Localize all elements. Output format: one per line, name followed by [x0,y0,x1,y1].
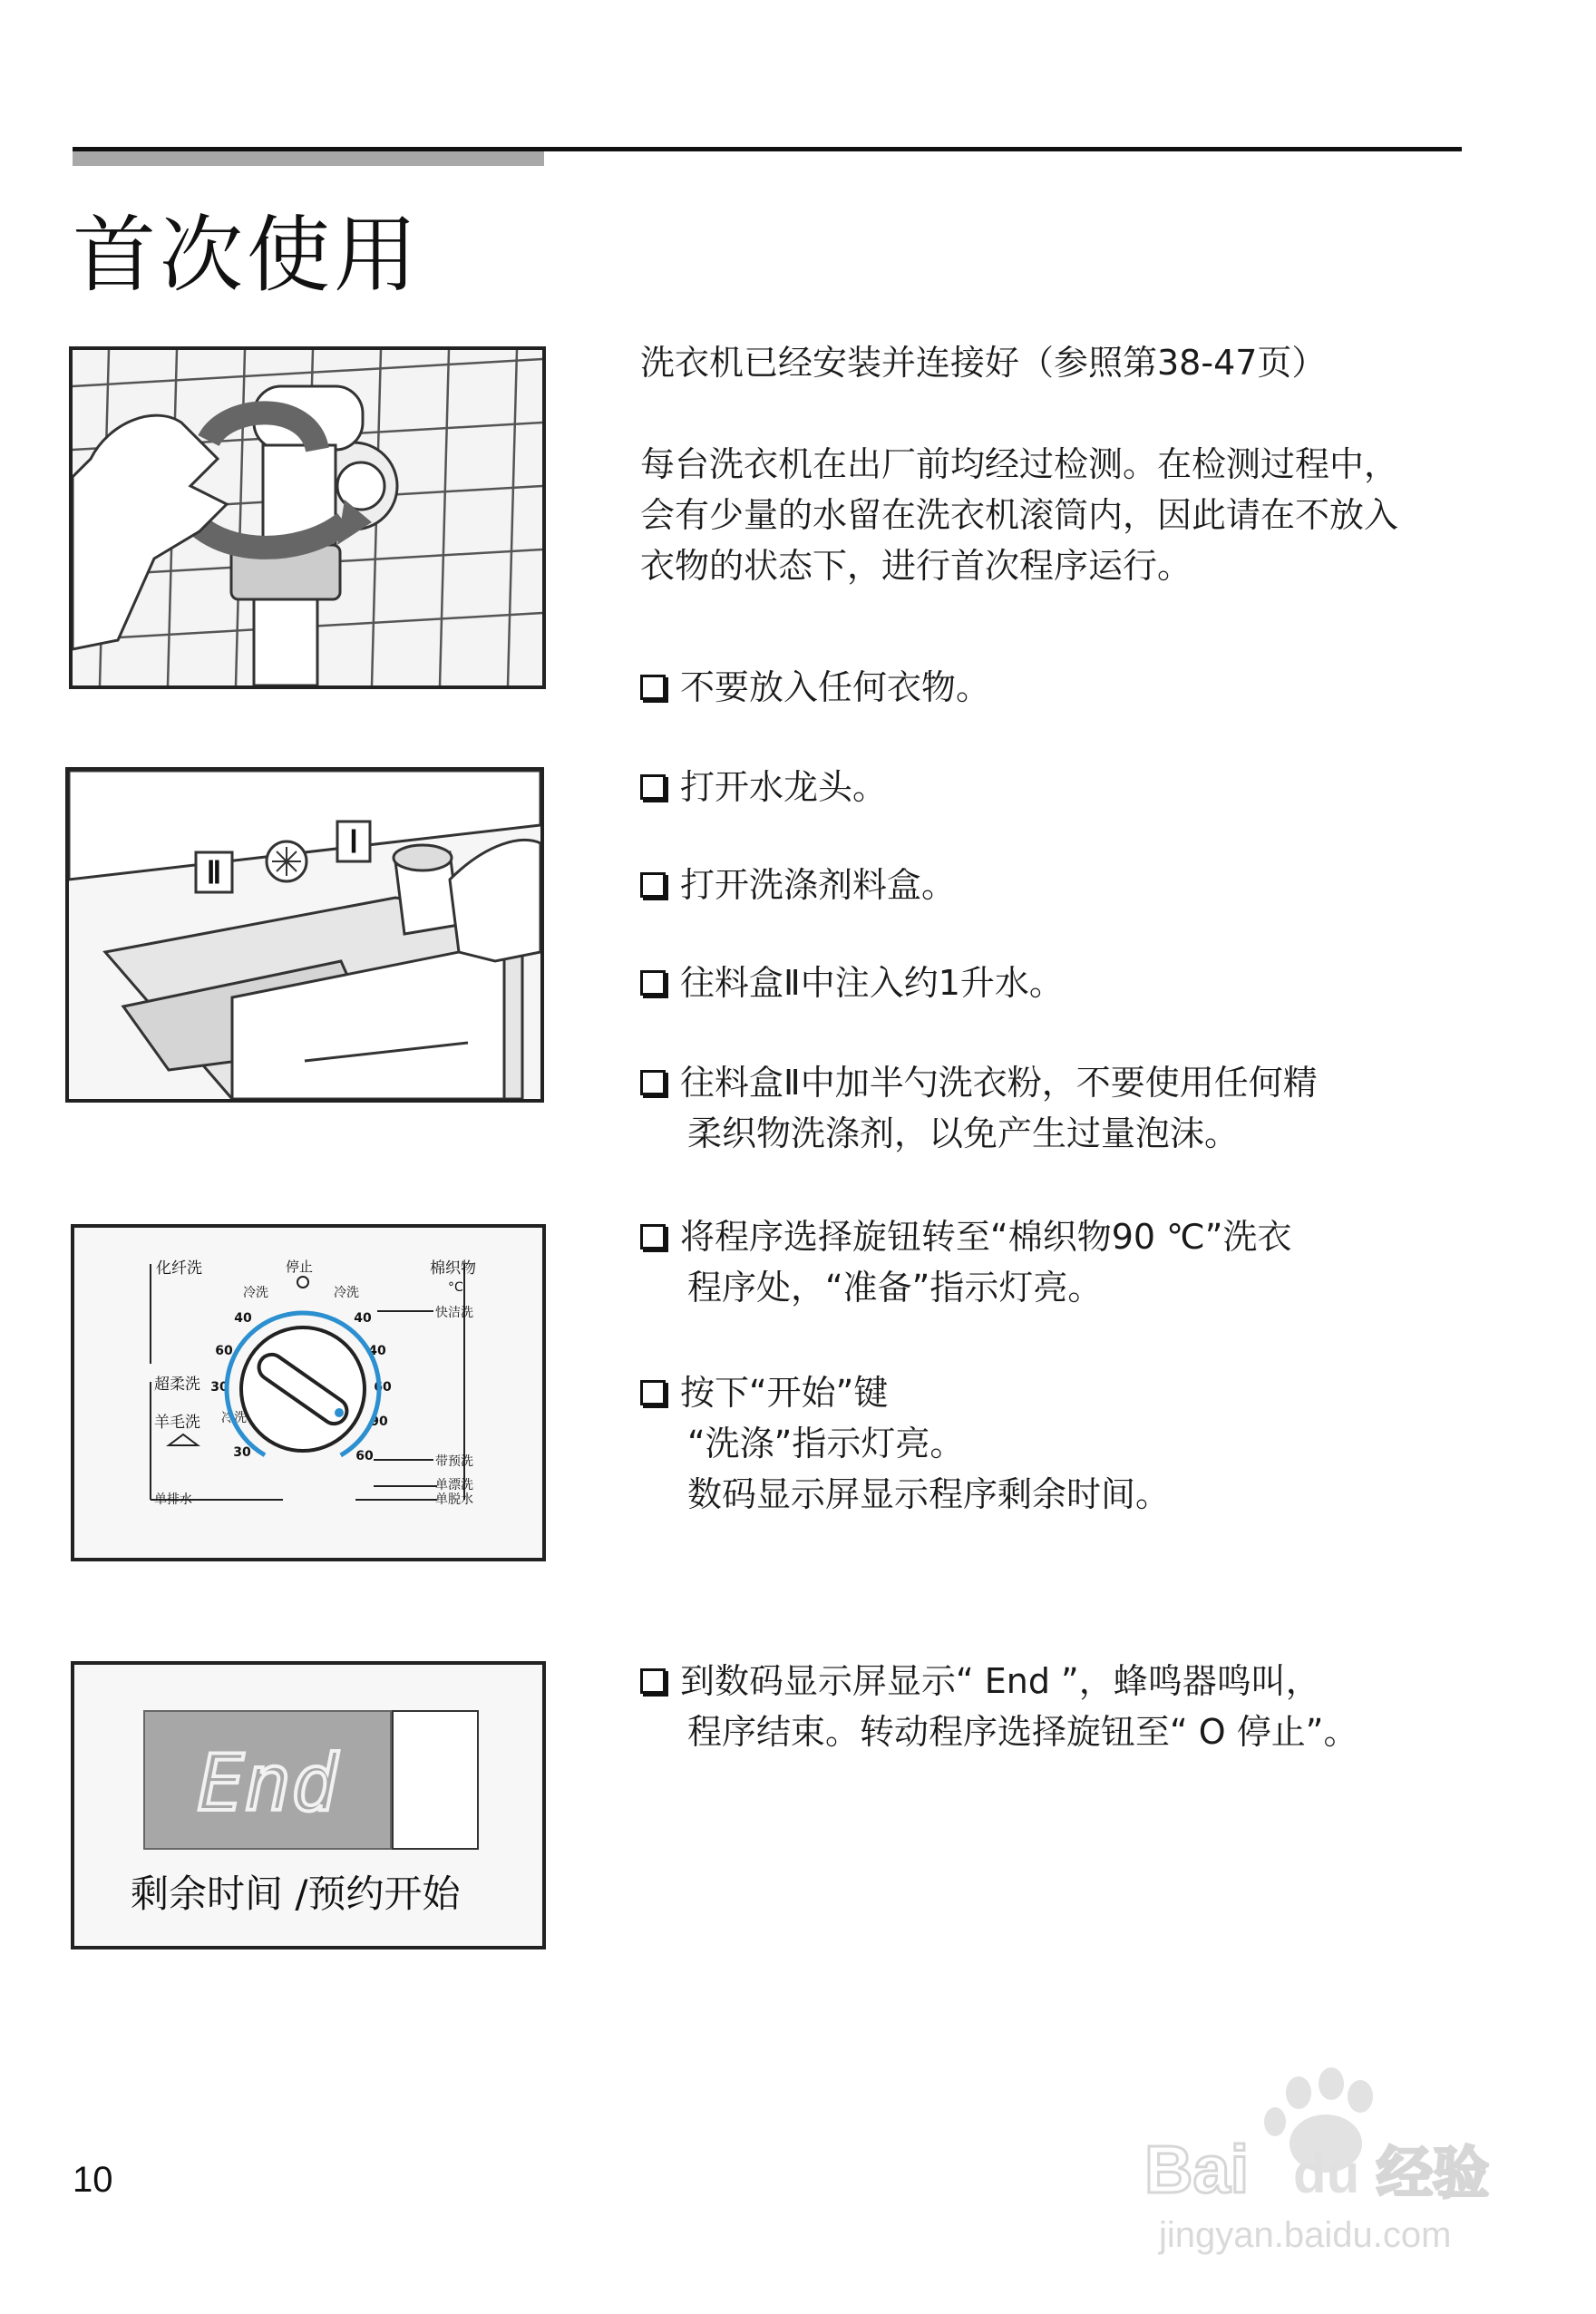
lcd-end-text: End [197,1738,338,1829]
checkbox-icon [640,1224,666,1249]
checkbox-icon [640,1380,666,1405]
step-text: 不要放入任何衣物。 [680,667,991,707]
temp-wool-30: 30 [233,1445,251,1460]
step-2 [640,762,887,812]
checkbox-icon [640,774,666,800]
watermark-du: du [1293,2144,1360,2204]
checkbox-icon [640,872,666,898]
step-8 [640,1656,1358,1757]
checkbox-icon [640,970,666,996]
label-wool: 羊毛洗 [154,1414,200,1432]
watermark-cn: 经验 [1377,2143,1490,2205]
step-text: 往料盒Ⅱ中加半勺洗衣粉，不要使用任何精 [680,1063,1318,1103]
label-cold-wool: 冷洗 [221,1411,247,1425]
checkbox-icon [640,675,666,700]
program-dial-panel [71,1224,546,1561]
watermark-brand: Bai [1144,2132,1250,2207]
compartment-label-2: Ⅱ [206,856,222,890]
step-text: 程序结束。转动程序选择旋钮至“ O 停止”。 [687,1712,1358,1752]
temp-right-40a: 40 [354,1311,372,1326]
compartment-label-1: Ⅰ [348,825,359,860]
label-celsius: °C [448,1280,463,1295]
intro-paragraph [640,439,1398,591]
temp-left-30: 30 [210,1380,229,1395]
lcd-screen [143,1710,392,1850]
step-7 [640,1367,1170,1520]
label-cotton: 棉织物 [430,1259,476,1278]
label-spin: 单脱水 [435,1492,473,1507]
label-stop: 停止 [285,1259,314,1275]
checkbox-icon [640,1668,666,1694]
step-text: “洗涤”指示灯亮。 [687,1424,965,1463]
step-text: 柔织物洗涤剂，以免产生过量泡沫。 [687,1113,1240,1153]
header-rule [73,147,1462,151]
step-text: 按下“开始”键 [680,1373,889,1413]
paragraph-line: 衣物的状态下，进行首次程序运行。 [640,546,1192,586]
detergent-drawer-illustration [65,767,544,1103]
label-quick: 快洁洗 [435,1306,473,1320]
label-drain: 单排水 [154,1492,192,1507]
step-1 [640,662,990,713]
digital-display-panel [71,1661,546,1949]
step-text: 数码显示屏显示程序剩余时间。 [687,1474,1171,1514]
label-rinse: 单漂洗 [435,1478,473,1492]
display-caption: 剩余时间 /预约开始 [131,1872,461,1916]
label-cold-left: 冷洗 [243,1286,268,1300]
label-ultra-soft: 超柔洗 [154,1376,200,1394]
tap-illustration [69,346,546,689]
program-selector-knob[interactable] [241,1327,365,1451]
step-5 [640,1057,1318,1159]
temp-right-40b: 40 [368,1344,386,1358]
step-text: 程序处，“准备”指示灯亮。 [687,1268,1103,1308]
temp-right-60b: 60 [355,1449,374,1463]
paragraph-line: 会有少量的水留在洗衣机滚筒内，因此请在不放入 [640,495,1399,535]
temp-left-60: 60 [215,1344,233,1358]
step-text: 打开水龙头。 [680,767,888,807]
step-text: 将程序选择旋钮转至“棉织物90 ℃”洗衣 [680,1217,1292,1257]
step-text: 到数码显示屏显示“ End ”，蜂鸣器鸣叫， [680,1661,1320,1701]
stop-marker-icon [297,1277,308,1288]
step-4 [640,958,1064,1008]
temp-right-60: 60 [374,1380,392,1395]
page-title: 首次使用 [73,207,422,304]
display-button-area[interactable] [392,1710,479,1850]
label-prewash: 带预洗 [435,1454,473,1469]
header-rule-accent [73,151,544,166]
step-3 [640,860,956,910]
step-6 [640,1211,1291,1313]
label-synthetics: 化纤洗 [156,1259,202,1278]
temp-right-90: 90 [370,1415,388,1429]
label-cold-right: 冷洗 [334,1286,359,1300]
watermark-url: jingyan.baidu.com [1159,2215,1452,2255]
page-number: 10 [73,2160,113,2200]
checkbox-icon [640,1070,666,1095]
step-text: 往料盒Ⅱ中注入约1升水。 [680,963,1064,1003]
baidu-jingyan-watermark [1139,2056,1520,2265]
step-text: 打开洗涤剂料盒。 [680,865,957,905]
temp-left-40: 40 [234,1311,252,1326]
paragraph-line: 每台洗衣机在出厂前均经过检测。在检测过程中， [640,444,1399,484]
intro-text: 洗衣机已经安装并连接好（参照第38-47页） [640,343,1327,383]
